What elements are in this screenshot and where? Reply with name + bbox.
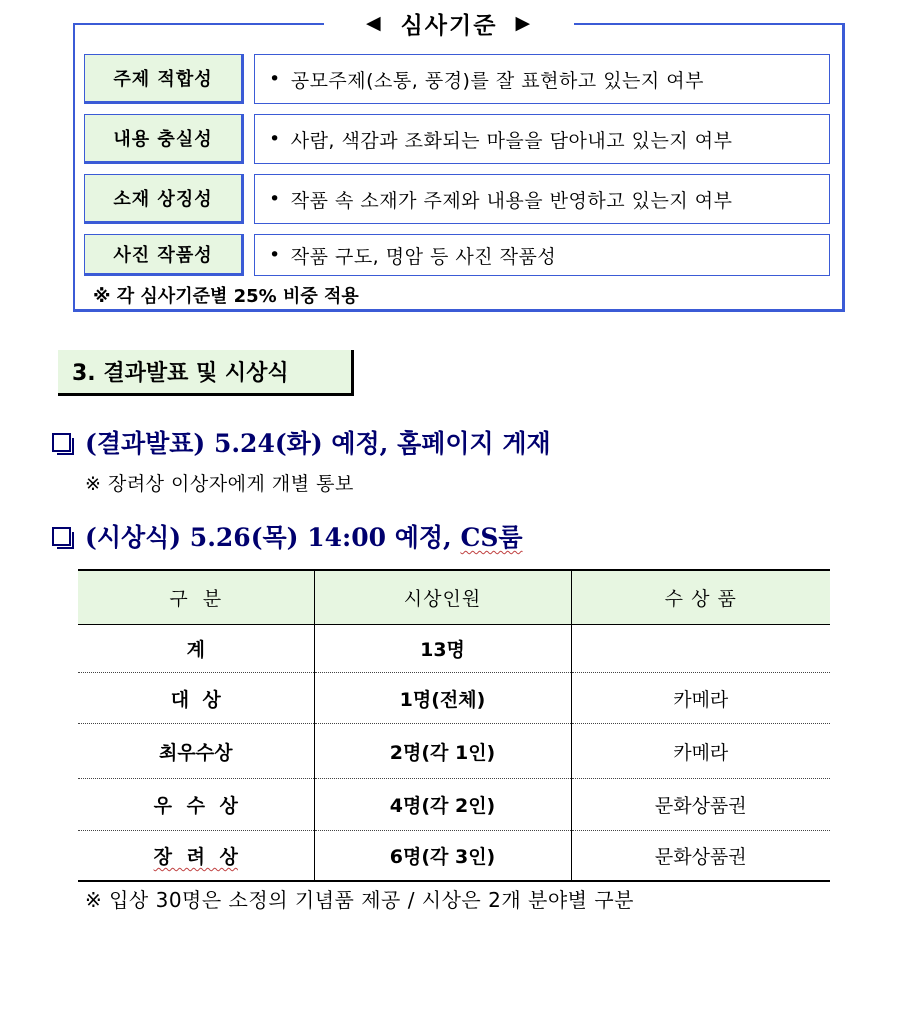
criteria-label: 소재 상징성 <box>84 174 244 224</box>
table-cell: 2명(각 1인) <box>314 724 571 779</box>
criteria-row <box>84 54 830 104</box>
checkbox-square-icon <box>52 527 71 546</box>
column-header: 구 분 <box>78 570 314 625</box>
footer-note: ※ 입상 30명은 소정의 기념품 제공 / 시상은 2개 분야별 구분 <box>85 888 634 912</box>
table-row <box>78 724 830 779</box>
table-cell: 계 <box>78 625 314 673</box>
announcement-text: (결과발표) 5.24(화) 예정, 홈페이지 게재 <box>85 429 551 458</box>
table-cell <box>571 625 830 673</box>
table-cell: 1명(전체) <box>314 673 571 724</box>
bullet-dot-icon: • <box>269 68 281 90</box>
ceremony-room: CS룸 <box>460 523 523 552</box>
bullet-dot-icon: • <box>269 128 281 150</box>
ceremony-bullet <box>52 518 523 554</box>
announcement-bullet <box>52 424 551 460</box>
column-header: 시상인원 <box>314 570 571 625</box>
criteria-label: 사진 작품성 <box>84 234 244 276</box>
bullet-dot-icon: • <box>269 188 281 210</box>
criteria-row <box>84 174 830 224</box>
table-cell: 대 상 <box>78 673 314 724</box>
ceremony-text: (시상식) 5.26(목) 14:00 예정, <box>85 523 461 552</box>
column-header: 수 상 품 <box>571 570 830 625</box>
table-cell-text: 장 려 상 <box>153 845 238 868</box>
criteria-desc-text: 공모주제(소통, 풍경)를 잘 표현하고 있는지 여부 <box>290 69 705 92</box>
checkbox-square-icon <box>52 433 71 452</box>
criteria-label: 주제 적합성 <box>84 54 244 104</box>
criteria-row <box>84 114 830 164</box>
table-cell: 4명(각 2인) <box>314 779 571 831</box>
table-cell: 문화상품권 <box>571 831 830 881</box>
criteria-label: 내용 충실성 <box>84 114 244 164</box>
bullet-dot-icon: • <box>269 244 281 266</box>
criteria-desc <box>254 54 830 104</box>
table-row <box>78 831 830 881</box>
arrow-left-icon: ◀ <box>365 12 383 34</box>
criteria-title-text: 심사기준 <box>400 12 498 39</box>
criteria-desc-text: 작품 속 소재가 주제와 내용을 반영하고 있는지 여부 <box>290 189 733 212</box>
table-cell: 문화상품권 <box>571 779 830 831</box>
criteria-note: ※ 각 심사기준별 25% 비중 적용 <box>93 286 359 307</box>
table-row <box>78 779 830 831</box>
table-cell <box>78 831 314 881</box>
criteria-desc <box>254 114 830 164</box>
table-cell: 카메라 <box>571 673 830 724</box>
announcement-note: ※ 장려상 이상자에게 개별 통보 <box>85 473 354 495</box>
criteria-title <box>324 4 574 42</box>
table-cell: 카메라 <box>571 724 830 779</box>
table-row <box>78 673 830 724</box>
table-cell: 6명(각 3인) <box>314 831 571 881</box>
table-cell: 최우수상 <box>78 724 314 779</box>
criteria-desc-text: 사람, 색감과 조화되는 마을을 담아내고 있는지 여부 <box>290 129 733 152</box>
section-heading: 3. 결과발표 및 시상식 <box>58 350 354 396</box>
table-row <box>78 625 830 673</box>
criteria-desc <box>254 174 830 224</box>
criteria-desc-text: 작품 구도, 명암 등 사진 작품성 <box>290 245 557 268</box>
arrow-right-icon: ▶ <box>515 12 533 34</box>
table-cell: 13명 <box>314 625 571 673</box>
awards-table <box>78 569 830 882</box>
table-cell: 우 수 상 <box>78 779 314 831</box>
criteria-row <box>84 234 830 276</box>
criteria-desc <box>254 234 830 276</box>
table-header-row <box>78 570 830 625</box>
